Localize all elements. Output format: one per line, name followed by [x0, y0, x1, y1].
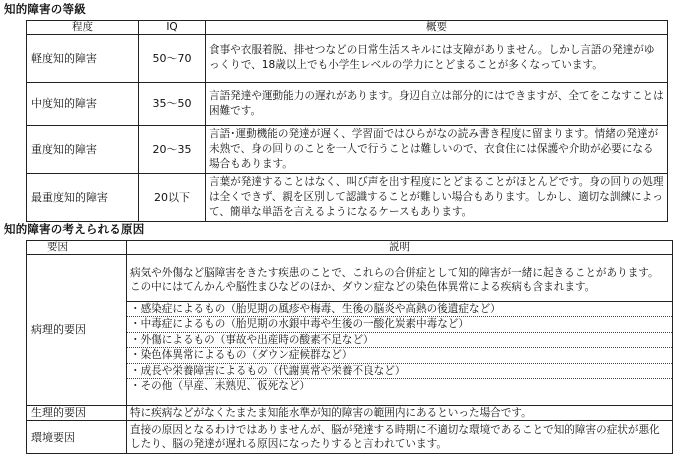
level-column-header: 程度	[27, 21, 139, 35]
table-row	[27, 82, 668, 125]
iq-cell: 20〜35	[139, 125, 206, 173]
levels-section-title: 知的障害の等級	[4, 2, 86, 16]
level-cell: 重度知的障害	[27, 125, 139, 173]
list-item: ・成長や栄養障害によるもの（代謝異常や栄養不良など）	[127, 363, 672, 379]
list-item: ・染色体異常によるもの（ダウン症候群など）	[127, 347, 672, 363]
summary-cell: 言語･運動機能の発達が遅く、学習面ではひらがなの読み書き程度に留まります。情緒の発達が未熟で、身の回りのことを一人で行うことは難しいので、衣食住には保護や介助が必要になる場合もあります。	[206, 125, 668, 173]
iq-column-header: IQ	[139, 21, 206, 35]
table-row	[27, 125, 668, 173]
table-row	[27, 421, 673, 454]
iq-cell: 35〜50	[139, 82, 206, 125]
levels-table	[26, 20, 668, 222]
factor-column-header: 要因	[27, 241, 127, 255]
factor-cell: 環境要因	[27, 421, 127, 454]
table-row	[27, 34, 668, 82]
list-item: ・外傷によるもの（事故や出産時の酸素不足など）	[127, 332, 672, 348]
summary-cell: 食事や衣服着脱、排せつなどの日常生活スキルには支障がありません。しかし言語の発達がゆっくりで、18歳以上でも小学生レベルの学力にとどまることが多くなっています。	[206, 34, 668, 82]
level-cell: 中度知的障害	[27, 82, 139, 125]
table-row	[27, 405, 673, 421]
table-row	[27, 254, 673, 405]
iq-cell: 20以下	[139, 173, 206, 221]
summary-cell: 言葉が発達することはなく、叫び声を出す程度にとどまることがほとんどです。身の回りの処理は全くできず、親を区別して認識することが難しい場合もあります。しかし、適切な訓練によって、簡単な単語を言えるようになるケースもあります。	[206, 173, 668, 221]
factor-cell: 生理的要因	[27, 405, 127, 421]
factor-cell: 病理的要因	[27, 254, 127, 405]
description-column-header: 説明	[127, 241, 673, 255]
list-item: ・その他（早産、未熟児、仮死など）	[127, 378, 672, 394]
level-cell: 最重度知的障害	[27, 173, 139, 221]
summary-cell: 言語発達や運動能力の遅れがあります。身辺自立は部分的にはできますが、全てをこなすことは困難です。	[206, 82, 668, 125]
causes-table	[26, 240, 673, 454]
iq-cell: 50〜70	[139, 34, 206, 82]
summary-column-header: 概要	[206, 21, 668, 35]
description-cell: 直接の原因となるわけではありませんが、脳が発達する時期に不適切な環境であることで知的障害の症状が悪化したり、脳の発達が遅れる原因になったりすると言われています。	[127, 421, 673, 454]
causes-header-row	[27, 241, 673, 255]
list-item: ・感染症によるもの（胎児期の風疹や梅毒、生後の脳炎や高熱の後遺症など）	[127, 301, 672, 317]
level-cell: 軽度知的障害	[27, 34, 139, 82]
list-item: ・中毒症によるもの（胎児期の水銀中毒や生後の一酸化炭素中毒など）	[127, 316, 672, 332]
pathological-intro: 病気や外傷など脳障害をきたす疾患のことで、これらの合併症として知的障害が一緒に起きることがあります。この中にはてんかんや脳性まひなどのほか、ダウン症などの染色体異常による疾病も含まれます。	[130, 266, 659, 294]
description-cell: 特に疾病などがなくたまたま知能水準が知的障害の範囲内にあるといった場合です。	[127, 405, 673, 421]
table-row	[27, 173, 668, 221]
description-cell	[127, 254, 673, 405]
causes-section-title: 知的障害の考えられる原因	[4, 222, 145, 236]
levels-header-row	[27, 21, 668, 35]
